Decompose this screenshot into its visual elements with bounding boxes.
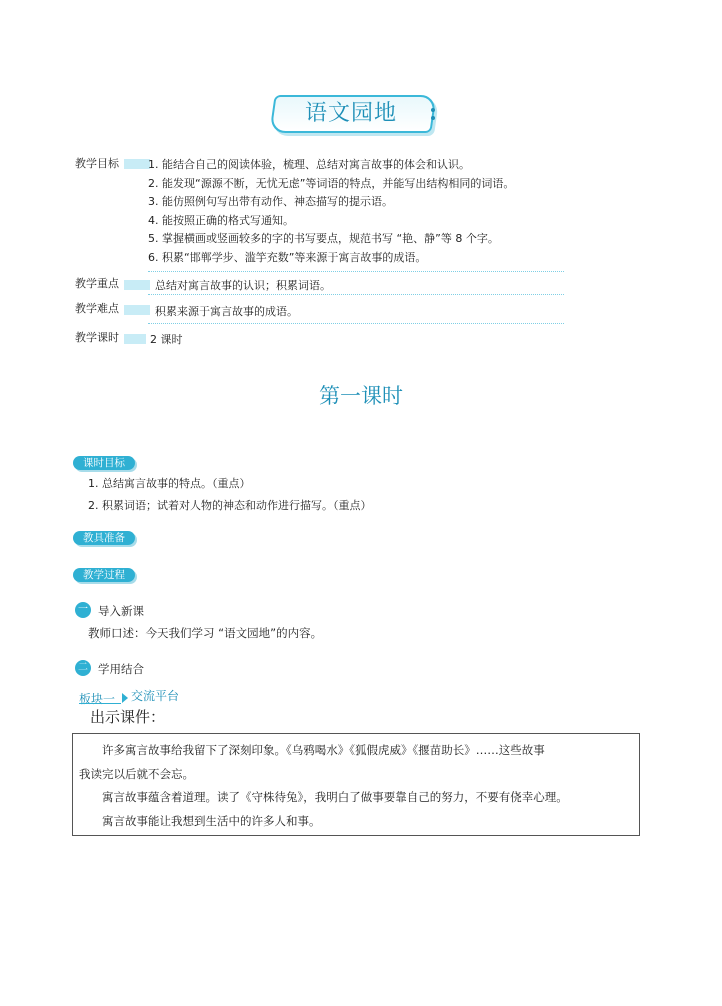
key-points-label: 教学重点 — [75, 277, 119, 290]
courseware-box — [72, 733, 640, 836]
prep-tag: 教具准备 — [73, 531, 135, 545]
step-title: 导入新课 — [98, 604, 144, 618]
arrow-right-icon — [122, 693, 128, 703]
page-title: 语文园地 — [304, 101, 397, 126]
box-line: 寓言故事能让我想到生活中的许多人和事。 — [102, 813, 321, 828]
label-bar — [124, 159, 150, 169]
divider — [148, 294, 564, 295]
show-label: 出示课件： — [90, 708, 166, 726]
list-item: 2. 积累词语；试着对人物的神态和动作进行描写。（重点） — [88, 499, 372, 512]
difficulties-label: 教学难点 — [75, 302, 119, 315]
banner-dots-icon — [431, 108, 437, 124]
step-number-badge: 一 — [75, 602, 91, 618]
process-tag: 教学过程 — [73, 568, 135, 582]
lesson-goals-tag: 课时目标 — [73, 456, 135, 470]
board-name: 交流平台 — [131, 689, 180, 703]
teaching-goals-label: 教学目标 — [75, 157, 119, 170]
step-title: 学用结合 — [98, 662, 144, 676]
list-item: 1. 能结合自己的阅读体验，梳理、总结对寓言故事的体会和认识。 — [148, 158, 470, 171]
step-text: 教师口述：今天我们学习 “语文园地”的内容。 — [88, 626, 323, 640]
label-bar — [124, 334, 146, 344]
board-underline — [79, 703, 121, 704]
label-bar — [124, 305, 150, 315]
step-number-badge: 二 — [75, 660, 91, 676]
difficulties-text: 积累来源于寓言故事的成语。 — [155, 305, 298, 318]
list-item: 3. 能仿照例句写出带有动作、神态描写的提示语。 — [148, 195, 393, 209]
teaching-goals-list — [148, 158, 514, 270]
box-line: 许多寓言故事给我留下了深刻印象。《乌鸦喝水》《狐假虎威》《揠苗助长》……这些故事 — [102, 743, 545, 757]
box-line: 寓言故事蕴含着道理。读了《守株待兔》，我明白了做事要靠自己的努力，不要有侥幸心理。 — [102, 790, 568, 804]
list-item: 1. 总结寓言故事的特点。（重点） — [88, 477, 251, 490]
list-item: 5. 掌握横画或竖画较多的字的书写要点，规范书写 “艳、静”等 8 个字。 — [148, 232, 499, 246]
board-tag: 板块一 — [79, 692, 116, 706]
list-item: 2. 能发现“源源不断，无忧无虑”等词语的特点，并能写出结构相同的词语。 — [148, 176, 515, 190]
box-line: 我读完以后就不会忘。 — [79, 766, 194, 781]
hours-text: 2 课时 — [150, 333, 183, 346]
lesson-title: 第一课时 — [319, 384, 403, 408]
divider — [148, 323, 564, 324]
list-item: 6. 积累“邯郸学步、滥竽充数”等来源于寓言故事的成语。 — [148, 250, 427, 264]
divider — [148, 271, 564, 272]
key-points-text: 总结对寓言故事的认识；积累词语。 — [155, 279, 331, 292]
list-item: 4. 能按照正确的格式写通知。 — [148, 213, 294, 227]
hours-label: 教学课时 — [75, 331, 119, 344]
label-bar — [124, 280, 150, 290]
